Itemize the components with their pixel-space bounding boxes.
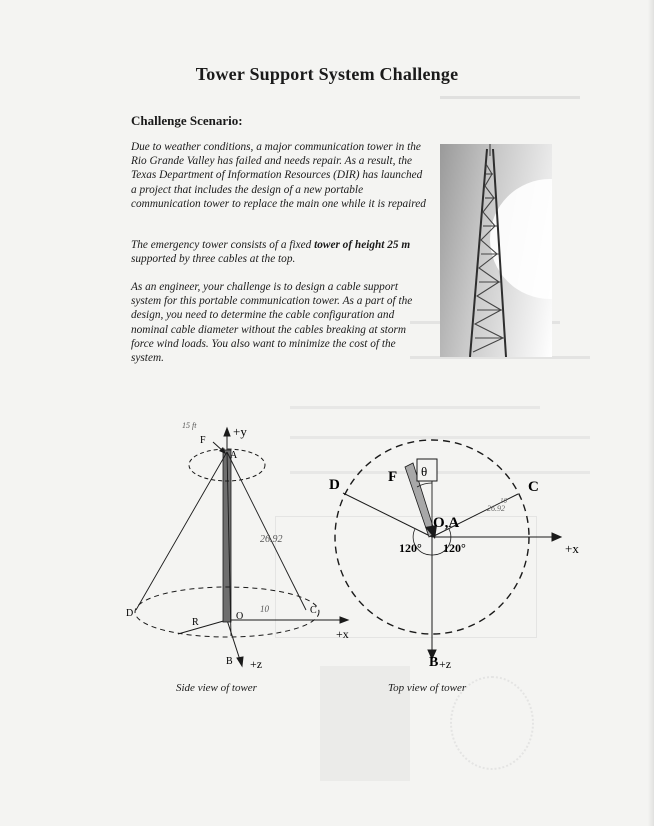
z-axis-arrow (237, 657, 243, 666)
section-heading: Challenge Scenario: (131, 113, 243, 128)
lattice-tower-image (440, 144, 552, 357)
force-f-label: F (388, 469, 398, 485)
cable-c (227, 452, 306, 610)
tower-description-paragraph (131, 238, 427, 266)
point-b-label: B (226, 656, 233, 667)
handwritten-height-note: 15 ft (182, 421, 197, 430)
cable-d (136, 452, 227, 610)
origin-o-label: O (236, 611, 244, 622)
side-view-diagram (120, 420, 360, 670)
tower-description-text: The emergency tower consists of a fixed (131, 239, 315, 251)
point-c-label: C (528, 479, 539, 495)
point-d-label: D (329, 477, 340, 493)
tower-description-text-end: supported by three cables at the top. (131, 253, 296, 266)
top-x-axis-arrow (552, 533, 561, 541)
point-c-label: C (310, 605, 317, 616)
y-axis-arrow (224, 428, 230, 436)
x-axis-label: +x (336, 627, 349, 641)
angle-right-label: 120° (443, 541, 466, 555)
side-view-caption: Side view of tower (176, 682, 257, 694)
z-axis-line (227, 620, 240, 660)
engineering-challenge-paragraph: As an engineer, your challenge is to design a cable support system for this portable communication tower. As a part of the design, you need to determine the cable configuration and nominal cable diameter without the cables breaking at storm force wind loads. You also want to minimize the cost of the system. (131, 281, 413, 365)
y-axis-label: +y (233, 424, 247, 439)
point-r-label: R (192, 617, 199, 628)
top-x-axis-label: +x (565, 541, 579, 556)
force-label: F (200, 435, 206, 446)
point-b-label: B (429, 655, 439, 670)
handwritten-radius: 10 (500, 497, 507, 505)
angle-left-label: 120° (399, 541, 422, 555)
origin-oa-label: O,A (433, 515, 460, 531)
z-axis-label: +z (250, 657, 263, 670)
page-title: Tower Support System Challenge (195, 64, 459, 84)
tower-photo (440, 144, 552, 357)
top-z-axis-label: +z (439, 657, 452, 670)
tower-height-bold: tower of height 25 m (314, 239, 411, 251)
handwritten-radius: 10 (260, 604, 269, 614)
theta-label: θ (421, 464, 428, 479)
scan-edge-shadow (648, 0, 654, 826)
handwritten-cable-length: 26.92 (260, 534, 283, 545)
handwritten-cable-length: 26.92 (487, 504, 505, 513)
point-a-label: A (230, 450, 238, 461)
radius-r-line (178, 620, 227, 634)
top-view-diagram (325, 425, 595, 670)
point-d-label: D (126, 608, 134, 619)
scenario-paragraph: Due to weather conditions, a major communication tower in the Rio Grande Valley has failed and needs repair. As a result, the Texas Department of Information Resources (DIR) has launched a project that includes the design of a new portable communication tower to replace the main one while it is repaired (131, 141, 426, 210)
top-view-caption: Top view of tower (388, 682, 467, 694)
